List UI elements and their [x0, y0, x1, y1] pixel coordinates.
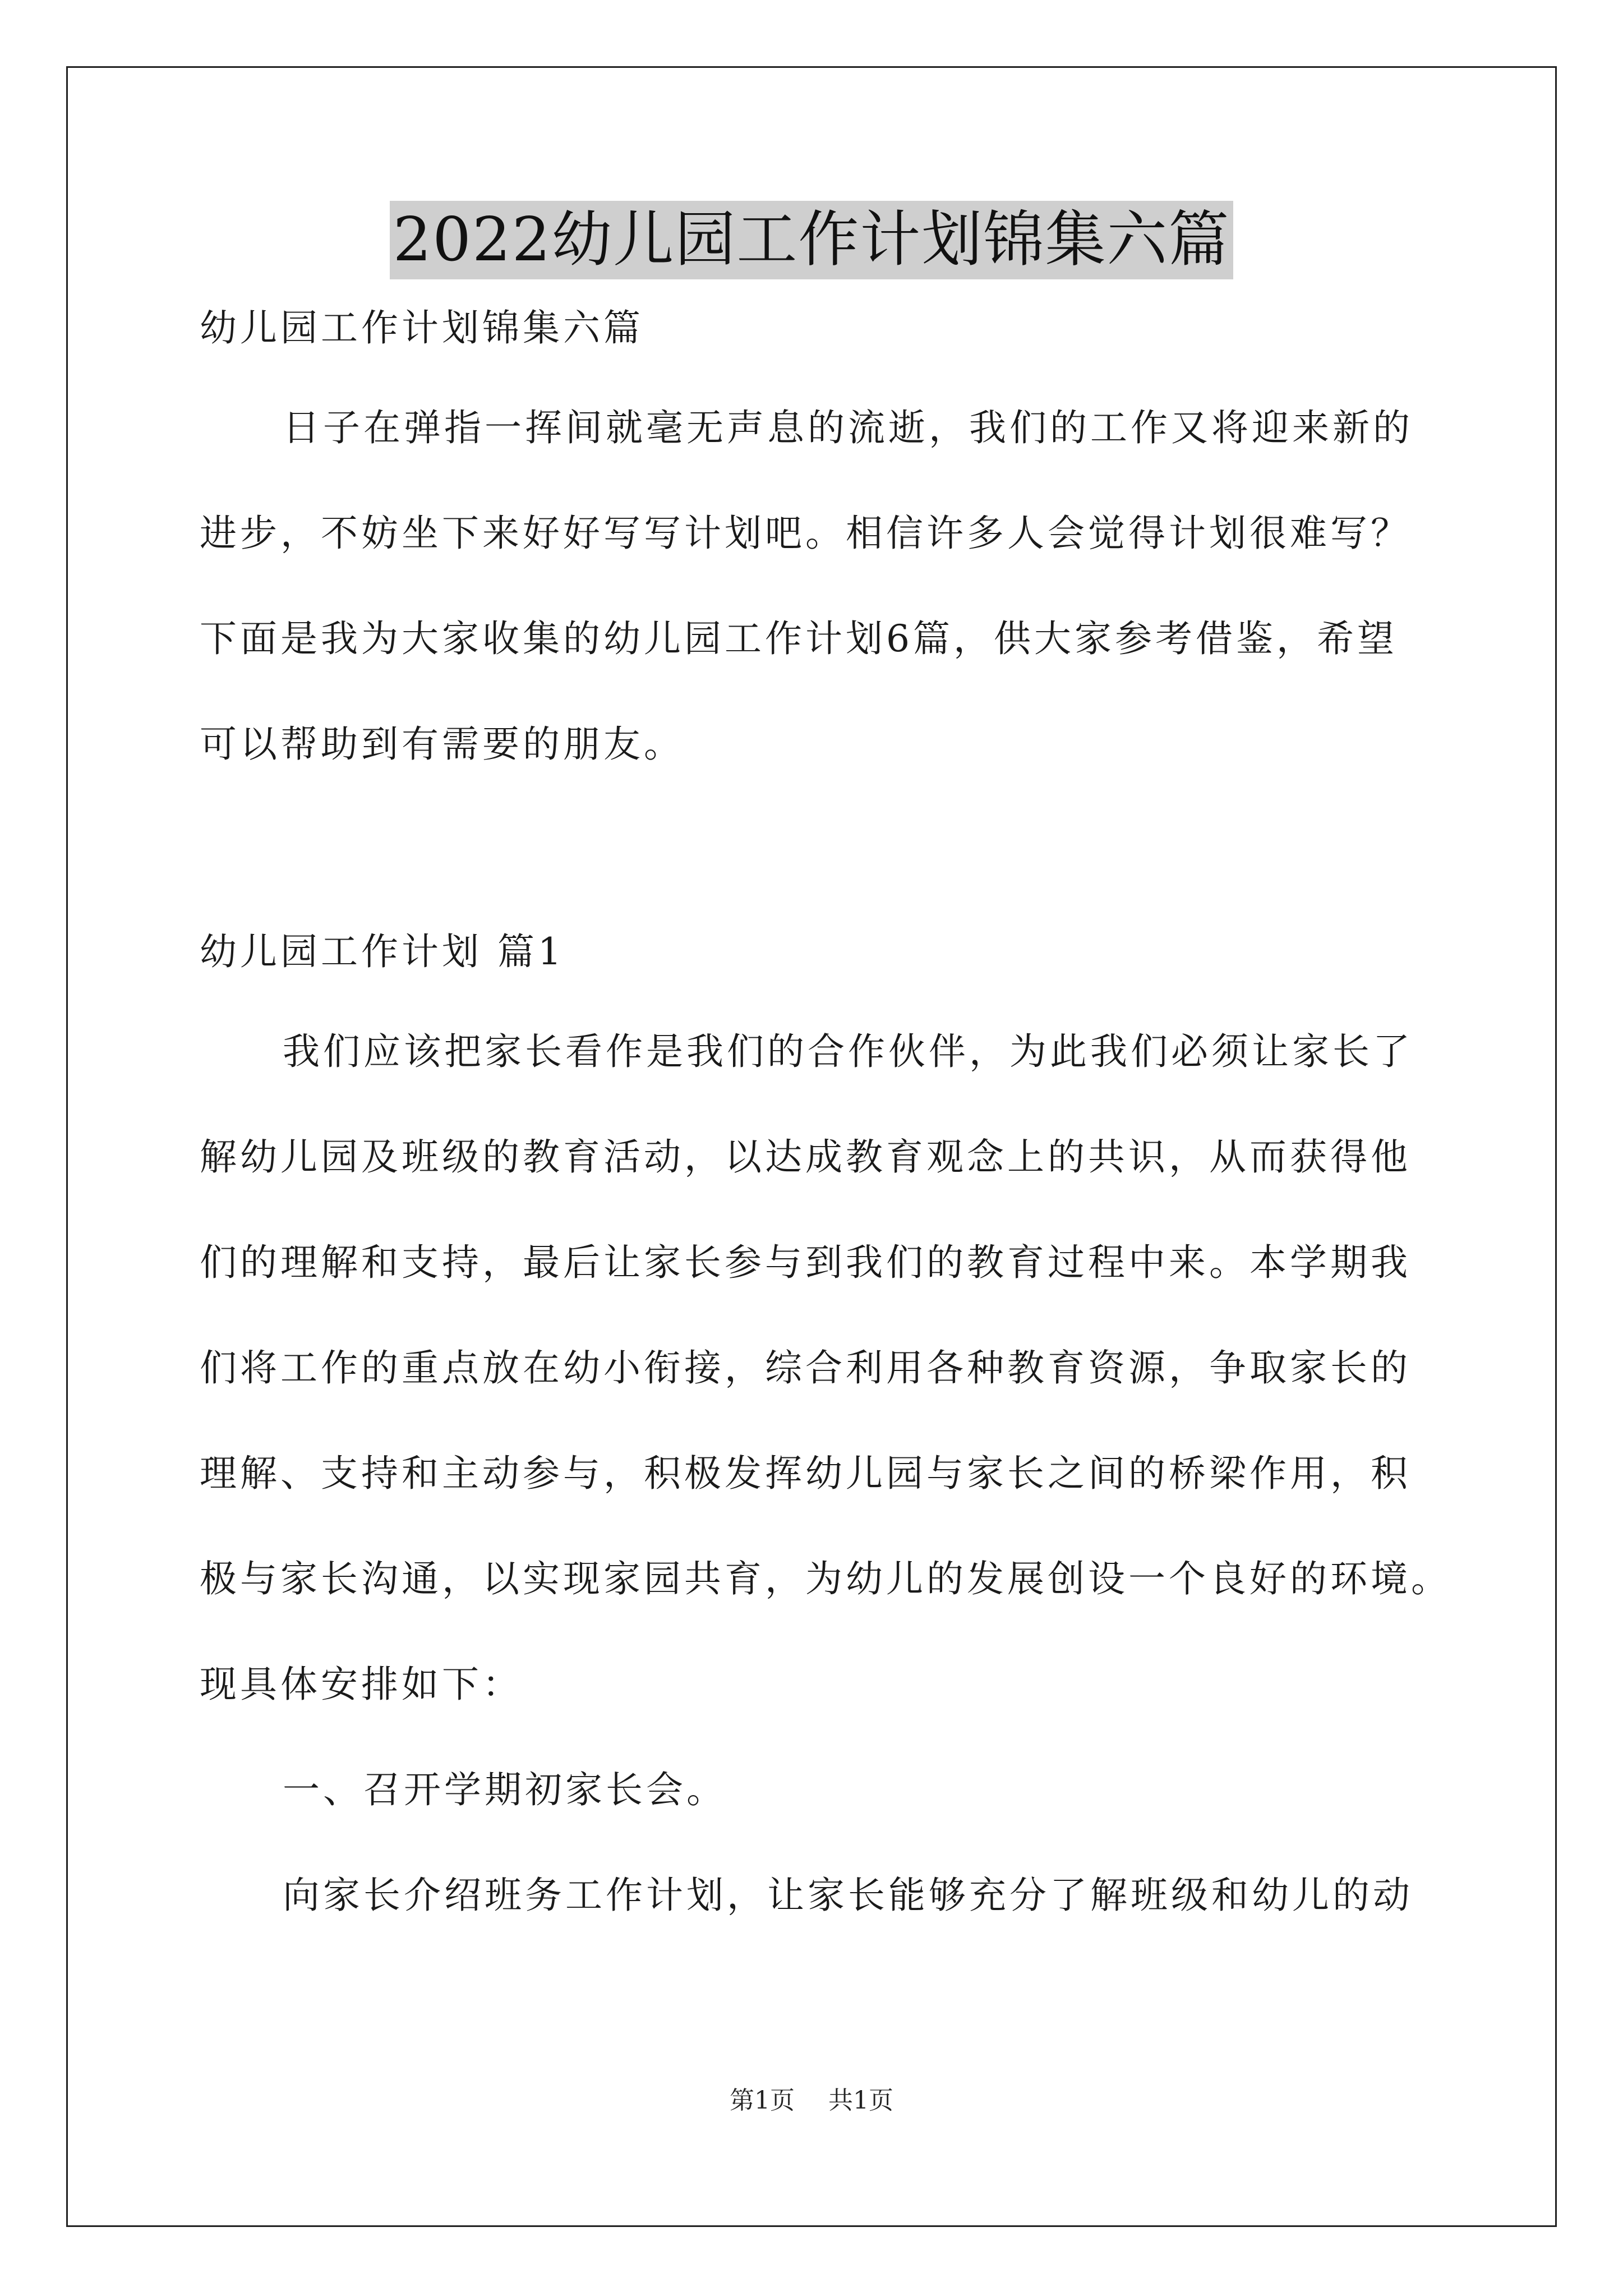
intro-line: 可以帮助到有需要的朋友。	[200, 723, 684, 766]
page-number-current: 第1页	[730, 2086, 795, 2115]
item-heading: 一、召开学期初家长会。	[283, 1768, 727, 1811]
document-title: 2022幼儿园工作计划锦集六篇	[390, 201, 1234, 279]
section-line: 我们应该把家长看作是我们的合作伙伴，为此我们必须让家长了	[283, 1030, 1413, 1073]
section-line: 理解、支持和主动参与，积极发挥幼儿园与家长之间的桥梁作用，积	[200, 1452, 1411, 1495]
section-heading: 幼儿园工作计划 篇1	[200, 930, 565, 973]
item-line: 向家长介绍班务工作计划，让家长能够充分了解班级和幼儿的动	[283, 1874, 1413, 1917]
document-body	[200, 303, 1456, 1921]
document-subtitle: 幼儿园工作计划锦集六篇	[200, 306, 644, 349]
intro-line: 下面是我为大家收集的幼儿园工作计划6篇，供大家参考借鉴，希望	[200, 617, 1398, 660]
title-wrap	[0, 201, 1623, 279]
section-line: 极与家长沟通，以实现家园共育，为幼儿的发展创设一个良好的环境。	[200, 1557, 1451, 1600]
page-footer	[0, 2084, 1623, 2118]
intro-paragraph	[200, 403, 1456, 770]
section-paragraph	[200, 1027, 1456, 1710]
section-line: 们的理解和支持，最后让家长参与到我们的教育过程中来。本学期我	[200, 1241, 1411, 1284]
section-line: 现具体安排如下：	[200, 1663, 523, 1706]
intro-line: 进步，不妨坐下来好好写写计划吧。相信许多人会觉得计划很难写？	[200, 512, 1411, 555]
section-line: 解幼儿园及班级的教育活动，以达成教育观念上的共识，从而获得他	[200, 1135, 1411, 1179]
section-line: 们将工作的重点放在幼小衔接，综合利用各种教育资源，争取家长的	[200, 1346, 1411, 1389]
page-number-total: 共1页	[828, 2086, 893, 2115]
intro-line: 日子在弹指一挥间就毫无声息的流逝，我们的工作又将迎来新的	[283, 406, 1413, 449]
